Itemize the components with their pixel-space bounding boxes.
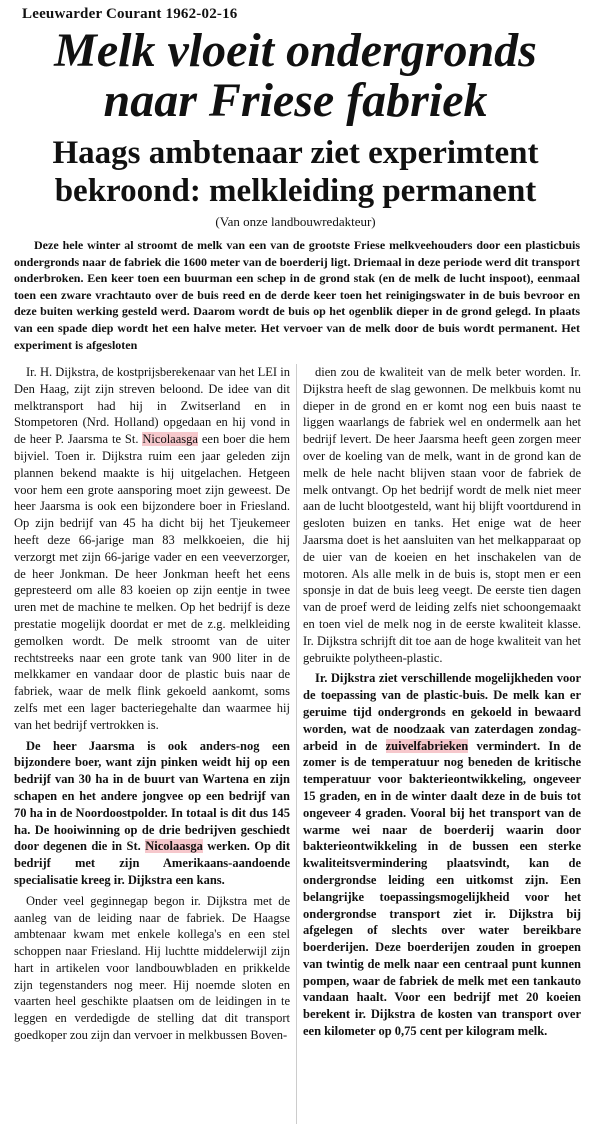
right-paragraph-2 [303,670,581,1040]
byline: (Van onze landbouwredakteur) [215,214,376,229]
subheadline-line-2: bekroond: melkleiding permanent [54,173,537,209]
text-span: Ir. H. Dijkstra, de kostprijsberekenaar van het LEI in Den Haag, zijt zijn streven beloond. De idee van dit melktransport had hij in Zwitserland en in Stompetoren (Nrd. Holland) opgedaan en hij vond in de heer P. Jaarsma te St. [14,365,290,447]
text-span: De heer Jaarsma is ook anders-nog een bijzondere boer, want zijn pinken weidt hij op een bedrijf van 30 ha in de buurt van Wartena en zijn schapen en het andere jongvee op een bedrijf van 70 ha in de Noordoostpolder. In totaal is dit dus 145 ha. De hooiwinning op de drie bedrijven geschiedt door degenen die in St. [14,738,290,854]
left-paragraph-2 [14,738,290,889]
subheadline [10,134,581,210]
left-paragraph-1 [14,364,290,734]
right-column [303,364,581,1044]
source-caption: Leeuwarder Courant 1962-02-16 [22,6,238,22]
highlighted-term: zuivelfabrieken [385,738,469,753]
text-span: werken. Op dit bedrijf met zijn Amerikaans-aandoende specialisatie kreeg ir. Dijkstra een kans. [14,839,291,887]
lead-paragraph: Deze hele winter al stroomt de melk van een van de grootste Friese melkveehouders door een plasticbuis ondergronds naar de fabriek die 1600 meter van de boerderij ligt. Driemaal in deze periode werd dit transport onderbroken. Een keer toen een buurman een schep in de grond stak (en de melk de lucht inspoot), eenmaal toen een zware vrachtauto over de buis reed en de derde keer toen het reinigingswater in de buis bevroor en deze buiten werking gesteld werd. Daarom wordt de buis op het ogenblik dieper in de grond gelegd. In plaats van een spade diep wordt het een halve meter. Het vervoer van de melk door de buis wordt permanent. Het experiment is afgesloten [14,238,580,352]
headline-line-1: Melk vloeit ondergronds [54,24,537,77]
right-paragraph-1: dien zou de kwaliteit van de melk beter worden. Ir. Dijkstra heeft de slag gewonnen. De melkbuis komt nu dieper in de grond en er komt nog een buis naast te liggen waarlangs de fabriek wel en ondermelk aan het bedrijf levert. De heer Jaarsma heeft geen zorgen meer over de koeling van de melk, want in de grond kan de melk de hele nacht blijven staan voor de fabriek de melk ontvangt. Op het bedrijf wordt de melk niet meer aan de lucht blootgesteld, want hij blijft voortdurend in gesloten buizen en tanks. Het enige wat de heer Jaarsma doet is het aansluiten van het melkapparaat op de uier van de koeien en het inschakelen van de motoren. Als alle melk in de buis is, stopt men er een sponsje in dat de buis leeg veegt. De eerste tien dagen van de proef werd de leiding zelfs niet schoongemaakt en toen viel de melk nog in de eerste kwaliteit klasse. Ir. Dijkstra schrijft dit toe aan de hoge kwaliteit van het gebruikte polytheen-plastic. [303,365,581,665]
highlighted-term: Nicolaasga [145,839,203,854]
headline [10,26,581,126]
highlighted-term: Nicolaasga [142,432,198,447]
text-span: een boer die hem bijviel. Toen ir. Dijkstra ruim een jaar geleden zijn plannen bekend maakte is hij uitgelachen. Hetgeen voor hem een grote aansporing moet zijn geweest. De heer Jaarsma is ook een bijzondere boer in Friesland. Op zijn bedrijf van 45 ha dicht bij het Tjeukemeer heeft deze 66-jarige man 83 melkkoeien, die hij verzorgt met zijn 66-jarige vader en een veeverzorger, de heer Jonkman. De heer Jonkman heeft het eens gepresteerd om alle 83 koeien op zijn eentje in twee uren met de machine te melken. Op het bedrijf is deze prestatie mogelijk doordat er met de z.g. melkleiding gemolken wordt. De melk stroomt van de uiter rechtstreeks naar een grote tank van 900 liter in de melkkamer en vandaar door de plastic buis naar de fabriek, waar de melk flink gekoeld aankomt, soms zelfs met een lager bacteriegehalte dan waarmee hij van het bedrijf vertrokken is. [14,432,291,732]
text-span: vermindert. In de zomer is de temperatuur nog beneden de kritische temperatuur voor bakterieontwikkeling, ongeveer 15 graden, en in de winter daalt deze in de buis tot ongeveer 4 graden. Vooral bij het transport van de warme wei naar de boerderij waarin door bakterieontwikkeling in de bussen een sterke kwaliteitsvermindering plaatsvindt, kan de ondergrondse leiding een uitkomst zijn. Een belangrijke toepassingsmogelijkheid voor het ondergrondse transport ziet ir. Dijkstra bij afgelegen of slechts over water bereikbare boerderijen. Deze boerderijen zouden in groepen van twintig de melk naar een centraal punt kunnen pompen, waar de fabriek de melk met een tankauto vandaan haalt. Voor een bedrijf met 20 koeien berekent ir. Dijkstra de kosten van transport over een kilometer op 0,75 cent per kilogram melk. [303,738,582,1039]
headline-line-2: naar Friese fabriek [103,74,488,127]
column-divider [296,364,297,1124]
subheadline-line-1: Haags ambtenaar ziet experimtent [52,135,539,171]
left-paragraph-3: Onder veel geginnegap begon ir. Dijkstra met de aanleg van de leiding naar de fabriek. De Haagse ambtenaar kwam met enkele kollega's en een stel schoppen naar Friesland. Hij luchtte middelerwijl zijn hart in artikelen voor landbouwbladen en prikkelde zijn tegenstanders nog meer. Hij noemde sloten en vaarten heel geschikte plaatsen om de leidingen in te leggen en verdedigde de stelling dat dit transport goedkoper zou zijn dan vervoer in melkbussen Boven- [14,893,290,1043]
left-column [14,364,290,1048]
text-span: Ir. Dijkstra ziet verschillende mogelijkheden voor de toepassing van de plastic-buis. De melk kan er geruime tijd ondergronds en gekoeld in bewaard worden, wat de noodzaak van zaterdagen zondag-arbeid in de [303,671,581,753]
